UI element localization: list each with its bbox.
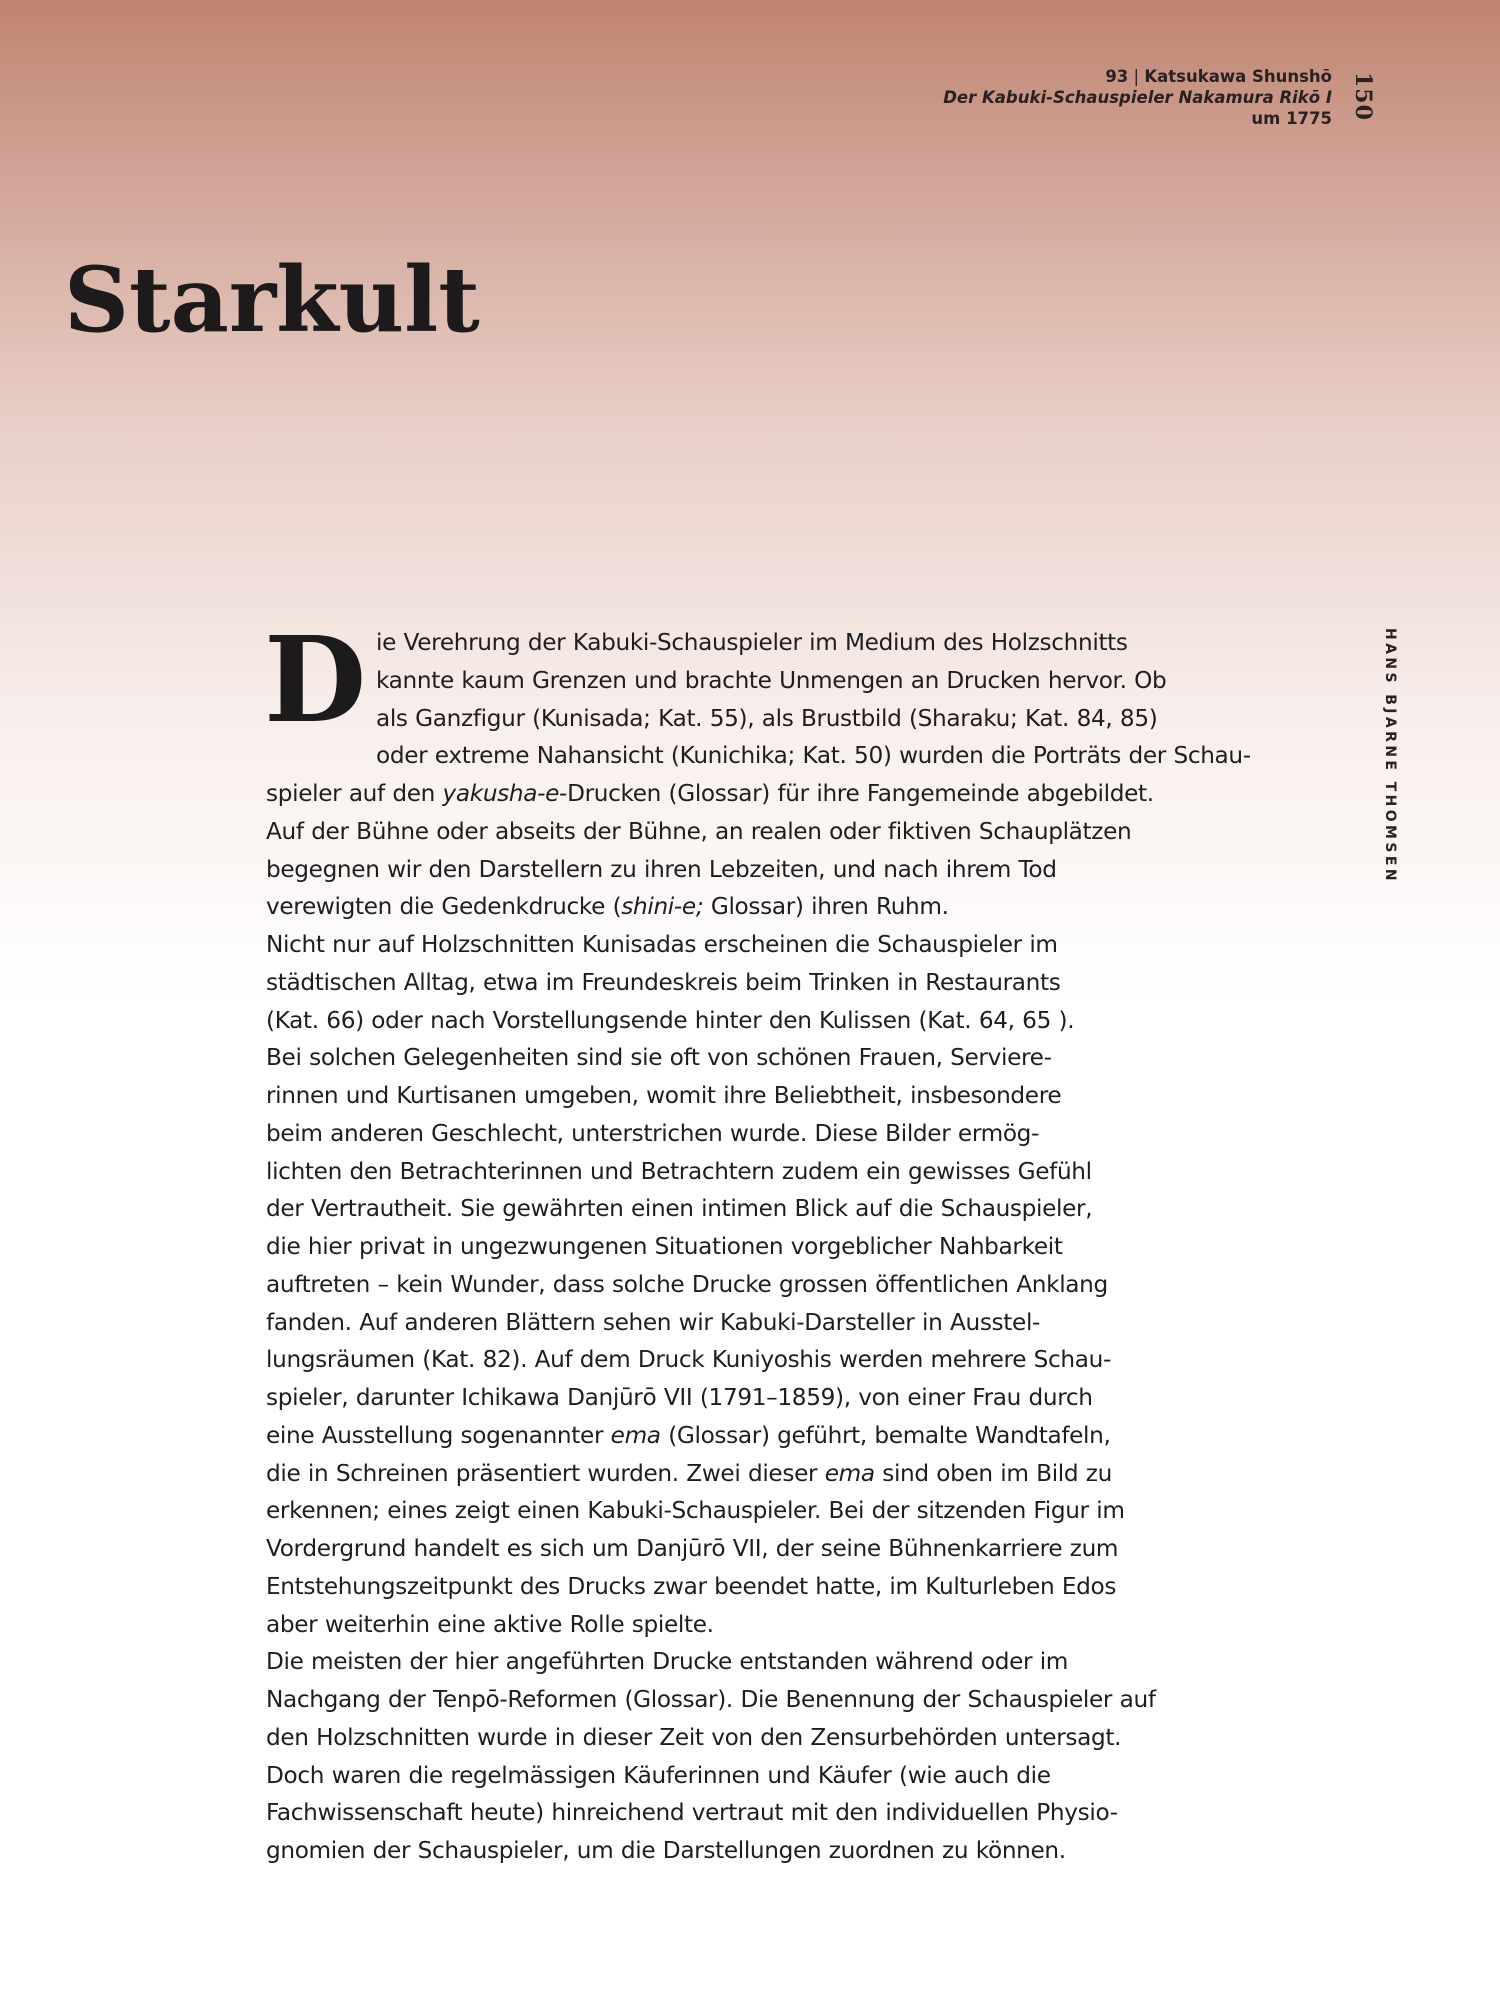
- body-line: [266, 1266, 1146, 1304]
- text-segment: auftreten – kein Wunder, dass solche Drucke grossen öffentlichen Anklang: [266, 1270, 1108, 1298]
- artist-name: Katsukawa Shunshō: [1144, 67, 1332, 86]
- text-segment: spieler auf den: [266, 780, 443, 807]
- italic-term: yakusha-e: [442, 780, 560, 807]
- text-segment: aber weiterhin eine aktive Rolle spielte.: [266, 1610, 714, 1638]
- page-number: 150: [1350, 72, 1376, 121]
- text-segment: erkennen; eines zeigt einen Kabuki-Schauspieler. Bei der sitzenden Figur im: [266, 1497, 1125, 1525]
- text-segment: Nachgang der Tenpō-Reformen (Glossar). Die Benennung der Schauspieler auf: [266, 1686, 1156, 1713]
- body-line: [266, 1379, 1146, 1417]
- body-line: [266, 813, 1146, 851]
- body-line: [266, 1492, 1146, 1530]
- text-segment: lichten den Betrachterinnen und Betrachtern zudem ein gewisses Gefühl: [266, 1157, 1092, 1185]
- body-line: [266, 737, 1251, 775]
- body-line: [266, 1304, 1146, 1342]
- author-name: HANS BJARNE THOMSEN: [1382, 628, 1398, 884]
- body-line: [266, 1228, 1146, 1266]
- body-line: [266, 1341, 1146, 1379]
- body-line: [266, 1719, 1146, 1757]
- text-segment: eine Ausstellung sogenannter: [266, 1421, 611, 1449]
- text-segment: beim anderen Geschlecht, unterstrichen wurde. Diese Bilder ermög-: [266, 1119, 1040, 1147]
- text-segment: den Holzschnitten wurde in dieser Zeit von den Zensurbehörden untersagt.: [266, 1723, 1122, 1751]
- body-line: [266, 1606, 1146, 1644]
- text-segment: gnomien der Schauspieler, um die Darstellungen zuordnen zu können.: [266, 1837, 1066, 1864]
- body-line: [266, 662, 1167, 700]
- text-segment: Doch waren die regelmässigen Käuferinnen und Käufer (wie auch die: [266, 1761, 1051, 1789]
- text-segment: verewigten die Gedenkdrucke (: [266, 893, 622, 921]
- body-lines: [264, 610, 1251, 1870]
- body-line: [266, 851, 1146, 889]
- body-line: [266, 964, 1146, 1002]
- text-segment: rinnen und Kurtisanen umgeben, womit ihre Beliebtheit, insbesondere: [266, 1082, 1062, 1109]
- body-line: [266, 888, 1146, 926]
- text-segment: kannte kaum Grenzen und brachte Unmengen an Drucken hervor. Ob: [375, 666, 1167, 694]
- body-line: [266, 775, 1154, 813]
- body-line: [266, 1417, 1146, 1455]
- text-segment: städtischen Alltag, etwa im Freundeskreis beim Trinken in Restaurants: [266, 968, 1061, 996]
- body-line: [266, 1115, 1146, 1153]
- text-segment: (Glossar) geführt, bemalte Wandtafeln,: [660, 1421, 1111, 1449]
- work-date: um 1775: [1251, 109, 1332, 128]
- text-segment: ie Verehrung der Kabuki-Schauspieler im Medium des Holzschnitts: [375, 629, 1128, 656]
- text-segment: Glossar) ihren Ruhm.: [703, 893, 949, 921]
- header-separator: |: [1133, 67, 1140, 86]
- body-line: [266, 1455, 1146, 1493]
- body-line: [266, 1002, 1146, 1040]
- text-segment: lungsräumen (Kat. 82). Auf dem Druck Kuniyoshis werden mehrere Schau-: [266, 1346, 1111, 1374]
- body-line: [266, 1832, 1146, 1870]
- body-line: [266, 1153, 1146, 1191]
- catalog-number: 93: [1105, 67, 1129, 86]
- text-segment: Nicht nur auf Holzschnitten Kunisadas erscheinen die Schauspieler im: [266, 931, 1058, 958]
- text-segment: die hier privat in ungezwungenen Situationen vorgeblicher Nahbarkeit: [266, 1233, 1063, 1260]
- running-head-artist-line: [943, 66, 1332, 87]
- text-segment: begegnen wir den Darstellern zu ihren Lebzeiten, und nach ihrem Tod: [266, 855, 1057, 883]
- text-segment: fanden. Auf anderen Blättern sehen wir Kabuki-Darsteller in Ausstel-: [266, 1308, 1041, 1336]
- text-segment: Bei solchen Gelegenheiten sind sie oft von schönen Frauen, Serviere-: [266, 1044, 1052, 1072]
- body-line: [266, 1643, 1146, 1681]
- text-segment: Vordergrund handelt es sich um Danjūrō VII, der seine Bühnenkarriere zum: [266, 1535, 1119, 1562]
- text-segment: der Vertrautheit. Sie gewährten einen intimen Blick auf die Schauspieler,: [266, 1195, 1093, 1223]
- italic-term: ema: [824, 1459, 875, 1487]
- italic-term: ema: [610, 1421, 661, 1449]
- text-segment: spieler, darunter Ichikawa Danjūrō VII (1791–1859), von einer Frau durch: [266, 1384, 1093, 1411]
- page-title: Starkult: [64, 247, 480, 353]
- running-head: [943, 66, 1332, 129]
- body-line: [266, 1794, 1146, 1832]
- text-segment: oder extreme Nahansicht (Kunichika; Kat. 50) wurden die Porträts der Schau-: [375, 742, 1251, 770]
- text-segment: Fachwissenschaft heute) hinreichend vertraut mit den individuellen Physio-: [266, 1799, 1118, 1827]
- body-line: [266, 624, 1146, 662]
- body-line: [266, 926, 1146, 964]
- italic-term: shini-e;: [621, 893, 704, 921]
- text-segment: (Kat. 66) oder nach Vorstellungsende hinter den Kulissen (Kat. 64, 65 ).: [266, 1006, 1075, 1034]
- body-line: [266, 1530, 1146, 1568]
- text-segment: Auf der Bühne oder abseits der Bühne, an realen oder fiktiven Schauplätzen: [266, 817, 1132, 845]
- body-line: [266, 1757, 1146, 1795]
- text-segment: Entstehungszeitpunkt des Drucks zwar beendet hatte, im Kulturleben Edos: [266, 1572, 1117, 1600]
- text-segment: die in Schreinen präsentiert wurden. Zwei dieser: [266, 1459, 825, 1487]
- work-title: Der Kabuki-Schauspieler Nakamura Rikō I: [943, 88, 1332, 107]
- body-line: [266, 1039, 1146, 1077]
- text-segment: Die meisten der hier angeführten Drucke entstanden während oder im: [266, 1648, 1069, 1676]
- body-line: [266, 1077, 1146, 1115]
- text-segment: -Drucken (Glossar) für ihre Fangemeinde abgebildet.: [559, 780, 1154, 807]
- body-line: [266, 1568, 1146, 1606]
- body-text: [264, 610, 1251, 1870]
- body-line: [266, 1190, 1146, 1228]
- text-segment: sind oben im Bild zu: [874, 1459, 1112, 1487]
- body-line: [266, 1681, 1156, 1719]
- drop-cap: D: [264, 610, 366, 749]
- text-segment: als Ganzfigur (Kunisada; Kat. 55), als Brustbild (Sharaku; Kat. 84, 85): [375, 704, 1158, 732]
- body-line: [266, 700, 1158, 738]
